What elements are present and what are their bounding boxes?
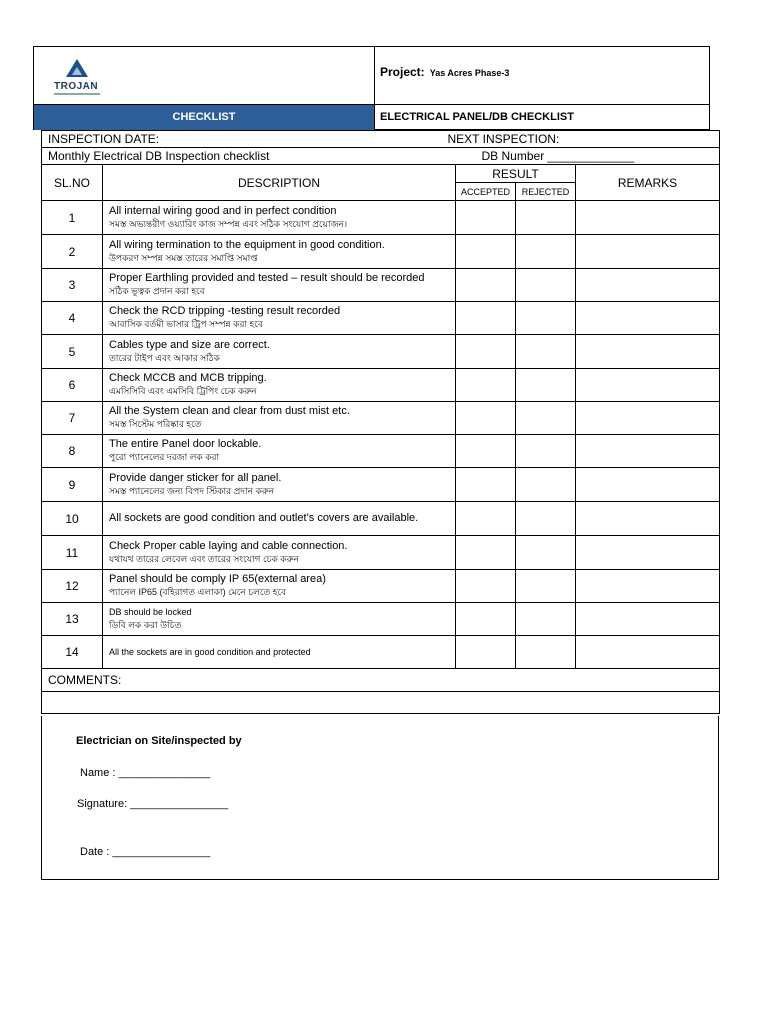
row-description bbox=[103, 536, 456, 570]
db-number-cell bbox=[456, 148, 720, 165]
signoff-title: Electrician on Site/inspected by bbox=[76, 735, 242, 747]
accepted-cell[interactable] bbox=[456, 536, 516, 570]
checklist-label: CHECKLIST bbox=[34, 105, 374, 130]
rejected-cell[interactable] bbox=[516, 235, 576, 269]
accepted-cell[interactable] bbox=[456, 603, 516, 636]
table-row bbox=[42, 536, 720, 570]
description-english: The entire Panel door lockable. bbox=[109, 438, 262, 450]
accepted-cell[interactable] bbox=[456, 302, 516, 335]
description-bengali: উপকরণ সম্পন্ন সমস্ত তারের সমাপ্তি সমাপ্ত bbox=[109, 252, 258, 263]
row-description bbox=[103, 235, 456, 269]
row-number: 10 bbox=[42, 502, 103, 536]
remarks-cell[interactable] bbox=[576, 636, 720, 669]
logo-underline bbox=[54, 93, 100, 95]
description-english: Check the RCD tripping -testing result recorded bbox=[109, 305, 341, 317]
table-row bbox=[42, 369, 720, 402]
remarks-cell[interactable] bbox=[576, 603, 720, 636]
accepted-cell[interactable] bbox=[456, 235, 516, 269]
next-inspection-cell bbox=[447, 131, 720, 148]
comments-label: COMMENTS: bbox=[42, 669, 720, 691]
description-english: Panel should be comply IP 65(external area) bbox=[109, 573, 326, 585]
next-inspection-label: NEXT INSPECTION: bbox=[447, 132, 560, 146]
remarks-cell[interactable] bbox=[576, 402, 720, 435]
description-bengali: যথাযথ তারের লেবেল এবং তারের সংযোগ চেক করুন bbox=[109, 553, 299, 564]
row-description bbox=[103, 502, 456, 536]
description-english: Proper Earthling provided and tested – result should be recorded bbox=[109, 272, 425, 284]
comments-field[interactable] bbox=[42, 691, 720, 713]
description-english: Provide danger sticker for all panel. bbox=[109, 471, 282, 484]
rejected-cell[interactable] bbox=[516, 201, 576, 235]
remarks-cell[interactable] bbox=[576, 468, 720, 502]
checklist-table bbox=[41, 130, 719, 714]
row-description bbox=[103, 636, 456, 669]
description-english: Check MCCB and MCB tripping. bbox=[109, 372, 267, 384]
row-number: 5 bbox=[42, 335, 103, 369]
rejected-cell[interactable] bbox=[516, 636, 576, 669]
accepted-cell[interactable] bbox=[456, 402, 516, 435]
row-description bbox=[103, 201, 456, 235]
row-number: 7 bbox=[42, 402, 103, 435]
project-value: Yas Acres Phase-3 bbox=[429, 68, 510, 78]
remarks-cell[interactable] bbox=[576, 302, 720, 335]
row-number: 1 bbox=[42, 201, 103, 235]
row-description bbox=[103, 335, 456, 369]
remarks-header: REMARKS bbox=[576, 165, 720, 201]
rejected-cell[interactable] bbox=[516, 369, 576, 402]
row-number: 12 bbox=[42, 570, 103, 603]
remarks-cell[interactable] bbox=[576, 269, 720, 302]
header-row bbox=[42, 165, 720, 183]
remarks-cell[interactable] bbox=[576, 435, 720, 468]
rejected-header: REJECTED bbox=[516, 183, 576, 201]
accepted-cell[interactable] bbox=[456, 269, 516, 302]
row-number: 14 bbox=[42, 636, 103, 669]
accepted-cell[interactable] bbox=[456, 335, 516, 369]
accepted-cell[interactable] bbox=[456, 435, 516, 468]
remarks-cell[interactable] bbox=[576, 235, 720, 269]
checklist-title: ELECTRICAL PANEL/DB CHECKLIST bbox=[380, 111, 574, 123]
rejected-cell[interactable] bbox=[516, 536, 576, 570]
accepted-cell[interactable] bbox=[456, 201, 516, 235]
row-number: 9 bbox=[42, 468, 103, 502]
table-row bbox=[42, 435, 720, 468]
rejected-cell[interactable] bbox=[516, 502, 576, 536]
accepted-cell[interactable] bbox=[456, 369, 516, 402]
table-row bbox=[42, 201, 720, 235]
description-header: DESCRIPTION bbox=[103, 165, 456, 201]
accepted-cell[interactable] bbox=[456, 636, 516, 669]
header-divider bbox=[374, 47, 375, 130]
table-row bbox=[42, 603, 720, 636]
remarks-cell[interactable] bbox=[576, 502, 720, 536]
rejected-cell[interactable] bbox=[516, 269, 576, 302]
db-number-field: DB Number _____________ bbox=[481, 149, 635, 163]
table-row bbox=[42, 502, 720, 536]
description-bengali: আবাসিক বর্তমী ভাসার ট্রিপ সম্পন্ন করা হবে bbox=[109, 319, 263, 329]
signature-field[interactable]: Signature: ________________ bbox=[77, 798, 229, 810]
logo-accent-icon bbox=[72, 67, 82, 75]
slno-header: SL.NO bbox=[42, 165, 103, 201]
row-description bbox=[103, 302, 456, 335]
info-row-db bbox=[42, 148, 720, 165]
row-number: 3 bbox=[42, 269, 103, 302]
description-bengali: এমসিসিবি এবং এমসিবি ট্রিপিং চেক করুন bbox=[109, 386, 257, 396]
description-english: All wiring termination to the equipment in good condition. bbox=[109, 238, 385, 251]
table-row bbox=[42, 335, 720, 369]
description-english: All the System clean and clear from dust mist etc. bbox=[109, 405, 350, 417]
comments-row bbox=[42, 669, 720, 691]
rejected-cell[interactable] bbox=[516, 335, 576, 369]
row-description bbox=[103, 402, 456, 435]
name-field[interactable]: Name : _______________ bbox=[80, 767, 211, 779]
description-bengali: ডিবি লক করা উচিত bbox=[109, 620, 182, 630]
rejected-cell[interactable] bbox=[516, 402, 576, 435]
description-english: Check Proper cable laying and cable connection. bbox=[109, 539, 348, 552]
remarks-cell[interactable] bbox=[576, 201, 720, 235]
result-header: RESULT bbox=[456, 165, 576, 183]
row-number: 13 bbox=[42, 603, 103, 636]
rejected-cell[interactable] bbox=[516, 435, 576, 468]
logo-text: TROJAN bbox=[54, 81, 99, 92]
rejected-cell[interactable] bbox=[516, 302, 576, 335]
description-english: DB should be locked bbox=[109, 607, 192, 617]
description-bengali: পুরো প্যানেলের দরজা লক করা bbox=[109, 452, 220, 462]
monthly-label: Monthly Electrical DB Inspection checklist bbox=[42, 148, 456, 165]
table-row bbox=[42, 269, 720, 302]
remarks-cell[interactable] bbox=[576, 536, 720, 570]
description-bengali: তারের টাইপ এবং আকার সঠিক bbox=[109, 352, 220, 363]
table-row bbox=[42, 636, 720, 669]
comments-field-row bbox=[42, 691, 720, 713]
description-bengali: সমস্ত প্যানেলের জন্য বিপদ স্টিকার প্রদান করুন bbox=[109, 485, 275, 496]
table-row bbox=[42, 302, 720, 335]
inspection-date-label: INSPECTION DATE: bbox=[42, 131, 456, 148]
table-row bbox=[42, 468, 720, 502]
project-field bbox=[380, 65, 509, 79]
accepted-cell[interactable] bbox=[456, 468, 516, 502]
description-english: All internal wiring good and in perfect condition bbox=[109, 204, 337, 217]
description-english: All sockets are good condition and outlet’s covers are available. bbox=[109, 512, 419, 524]
rejected-cell[interactable] bbox=[516, 468, 576, 502]
project-label: Project: bbox=[380, 65, 425, 79]
description-english: All the sockets are in good condition and protected bbox=[109, 646, 311, 657]
row-description bbox=[103, 603, 456, 636]
accepted-header: ACCEPTED bbox=[456, 183, 516, 201]
remarks-cell[interactable] bbox=[576, 335, 720, 369]
date-field[interactable]: Date : ________________ bbox=[80, 846, 211, 858]
table-row bbox=[42, 235, 720, 269]
signoff-section bbox=[41, 716, 719, 880]
table-row bbox=[42, 402, 720, 435]
row-description bbox=[103, 369, 456, 402]
description-english: Cables type and size are correct. bbox=[109, 338, 270, 351]
row-number: 11 bbox=[42, 536, 103, 570]
description-bengali: সমস্ত অভ্যন্তরীণ ওয়্যারিং কাজ সম্পন্ন এবং সঠিক সংযোগ প্রয়োজন। bbox=[109, 218, 348, 229]
row-number: 8 bbox=[42, 435, 103, 468]
remarks-cell[interactable] bbox=[576, 369, 720, 402]
remarks-cell[interactable] bbox=[576, 570, 720, 603]
accepted-cell[interactable] bbox=[456, 570, 516, 603]
row-description bbox=[103, 468, 456, 502]
row-description bbox=[103, 570, 456, 603]
row-description bbox=[103, 269, 456, 302]
rejected-cell[interactable] bbox=[516, 570, 576, 603]
row-description bbox=[103, 435, 456, 468]
trojan-logo bbox=[52, 57, 102, 97]
description-bengali: সঠিক ভূত্বক প্রদান করা হবে bbox=[109, 286, 205, 296]
description-bengali: সমস্ত সিস্টেম পরিষ্কার হতে bbox=[109, 419, 202, 429]
document-header bbox=[33, 46, 710, 130]
table-row bbox=[42, 570, 720, 603]
accepted-cell[interactable] bbox=[456, 502, 516, 536]
info-row-dates bbox=[42, 131, 720, 148]
rejected-cell[interactable] bbox=[516, 603, 576, 636]
row-number: 6 bbox=[42, 369, 103, 402]
row-number: 4 bbox=[42, 302, 103, 335]
row-number: 2 bbox=[42, 235, 103, 269]
description-bengali: প্যানেল IP65 (বহিরাগত এলাকা) মেনে চলতে হবে bbox=[109, 587, 287, 597]
